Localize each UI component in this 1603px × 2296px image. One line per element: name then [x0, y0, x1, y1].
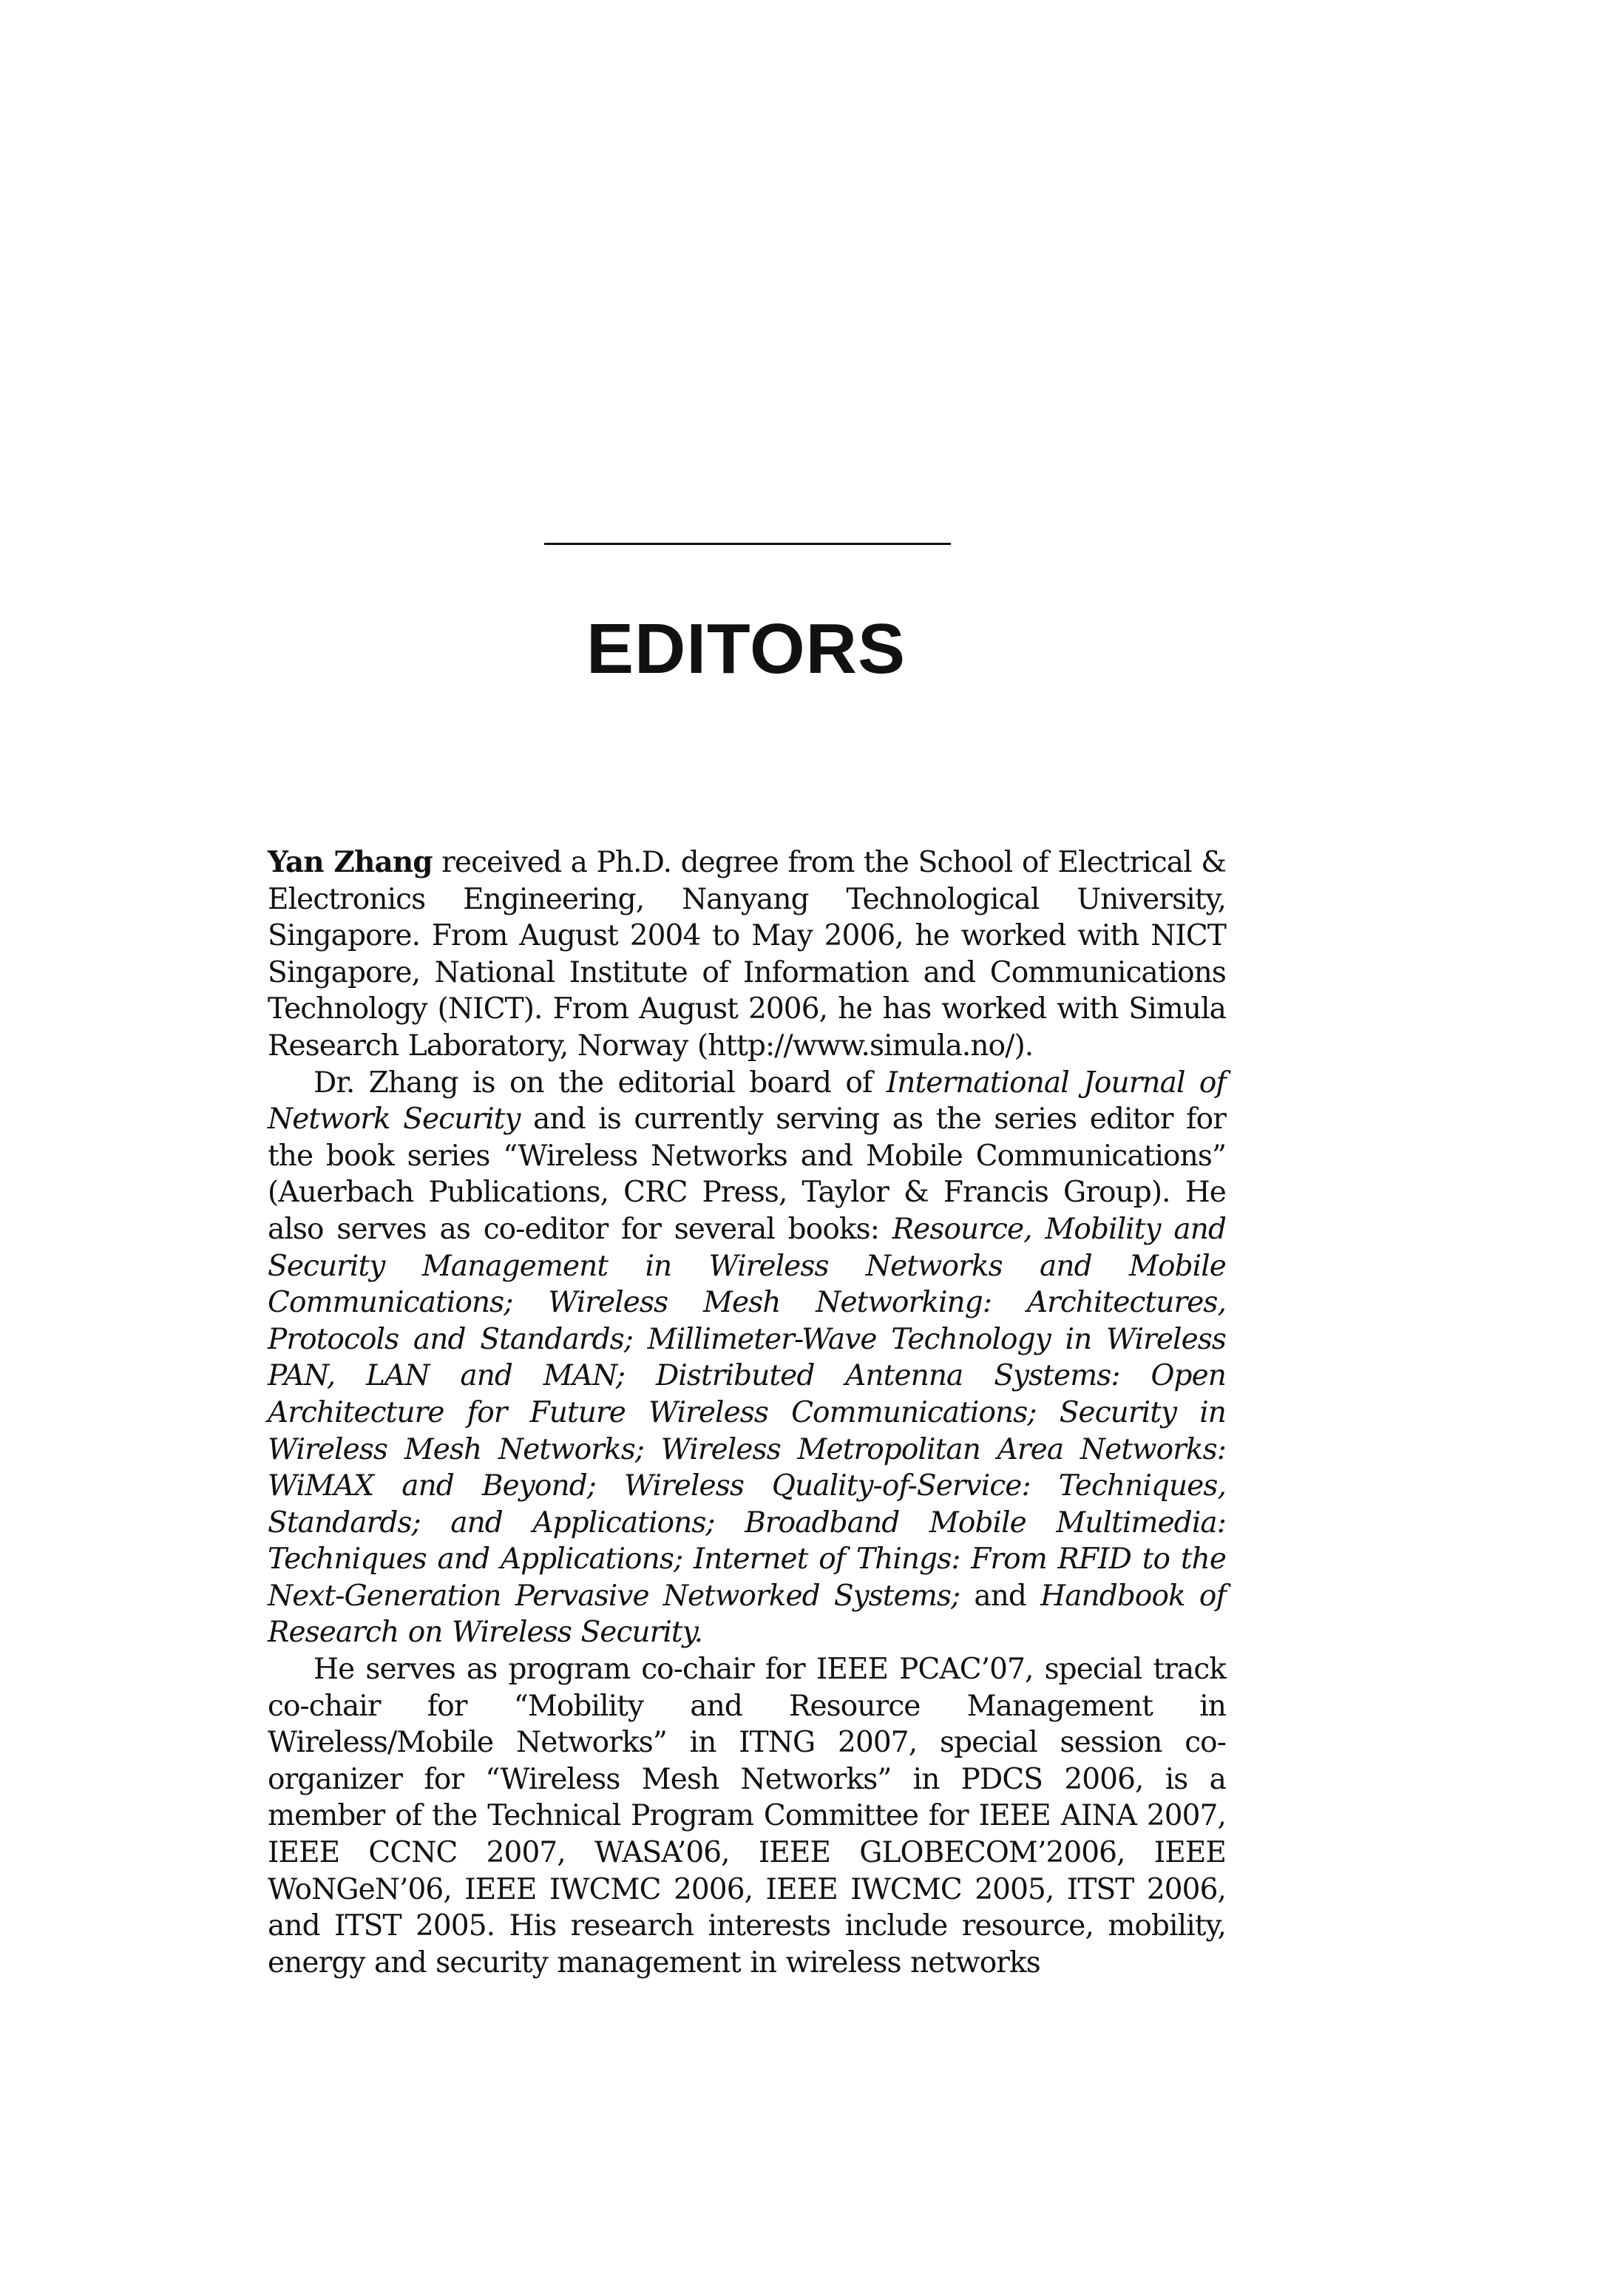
editor-name: Yan Zhang: [268, 845, 433, 879]
book-titles: Resource, Mobility and Security Management in Wireless Networks and Mobile Communications; Wireless Mesh Networking: Architectures, Protocols and Standards; Millimeter-Wave Technology in Wireless PAN, LAN and MAN; Distributed Antenna Systems: Open Architecture for Future Wireless Communications; Security in Wireless Mesh Networks; Wireless Metropolitan Area Networks: WiMAX and Beyond; Wireless Quality-of-Service: Techniques, Standards; and Applications; Broadband Mobile Multimedia: Techniques and Applications; Internet of Things: From RFID to the Next-Generation Pervasive Networked Systems;: [268, 1212, 1227, 1613]
bio-paragraph-2-intro: Dr. Zhang is on the editorial board of: [314, 1066, 887, 1100]
bio-paragraph-2-middle: and is currently serving as the series editor for the book series “Wireless Networks and Mobile Communications” (Auerbach Publications, CRC Press, Taylor & Francis Group). He also serves as co-editor for several books:: [268, 1103, 1227, 1246]
journal-title: International Journal of Network Security: [268, 1066, 1226, 1137]
editor-bio: [268, 844, 1226, 1981]
bio-paragraph-1: [268, 844, 1226, 1065]
bio-paragraph-2: [268, 1065, 1226, 1652]
page-title: EDITORS: [586, 609, 906, 688]
bio-paragraph-1-text: received a Ph.D. degree from the School of Electrical & Electronics Engineering, Nanyang Technological University, Singapore. From August 2004 to May 2006, he worked with NICT Singapore, National Institute of Information and Communications Technology (NICT). From August 2006, he has worked with Simula Research Laboratory, Norway (http://www.simula.no/).: [268, 846, 1227, 1063]
bio-paragraph-2-and: and: [960, 1579, 1041, 1613]
title-rule: [544, 543, 951, 545]
bio-paragraph-3: He serves as program co-chair for IEEE PCAC’07, special track co-chair for “Mobility and Resource Management in Wireless/Mobile Networks” in ITNG 2007, special session co-organizer for “Wireless Mesh Networks” in PDCS 2006, is a member of the Technical Program Committee for IEEE AINA 2007, IEEE CCNC 2007, WASA’06, IEEE GLOBECOM’2006, IEEE WoNGeN’06, IEEE IWCMC 2006, IEEE IWCMC 2005, ITST 2006, and ITST 2005. His research interests include resource, mobility, energy and security management in wireless networks: [268, 1653, 1226, 1980]
last-book-title: Handbook of Research on Wireless Security.: [268, 1579, 1226, 1650]
